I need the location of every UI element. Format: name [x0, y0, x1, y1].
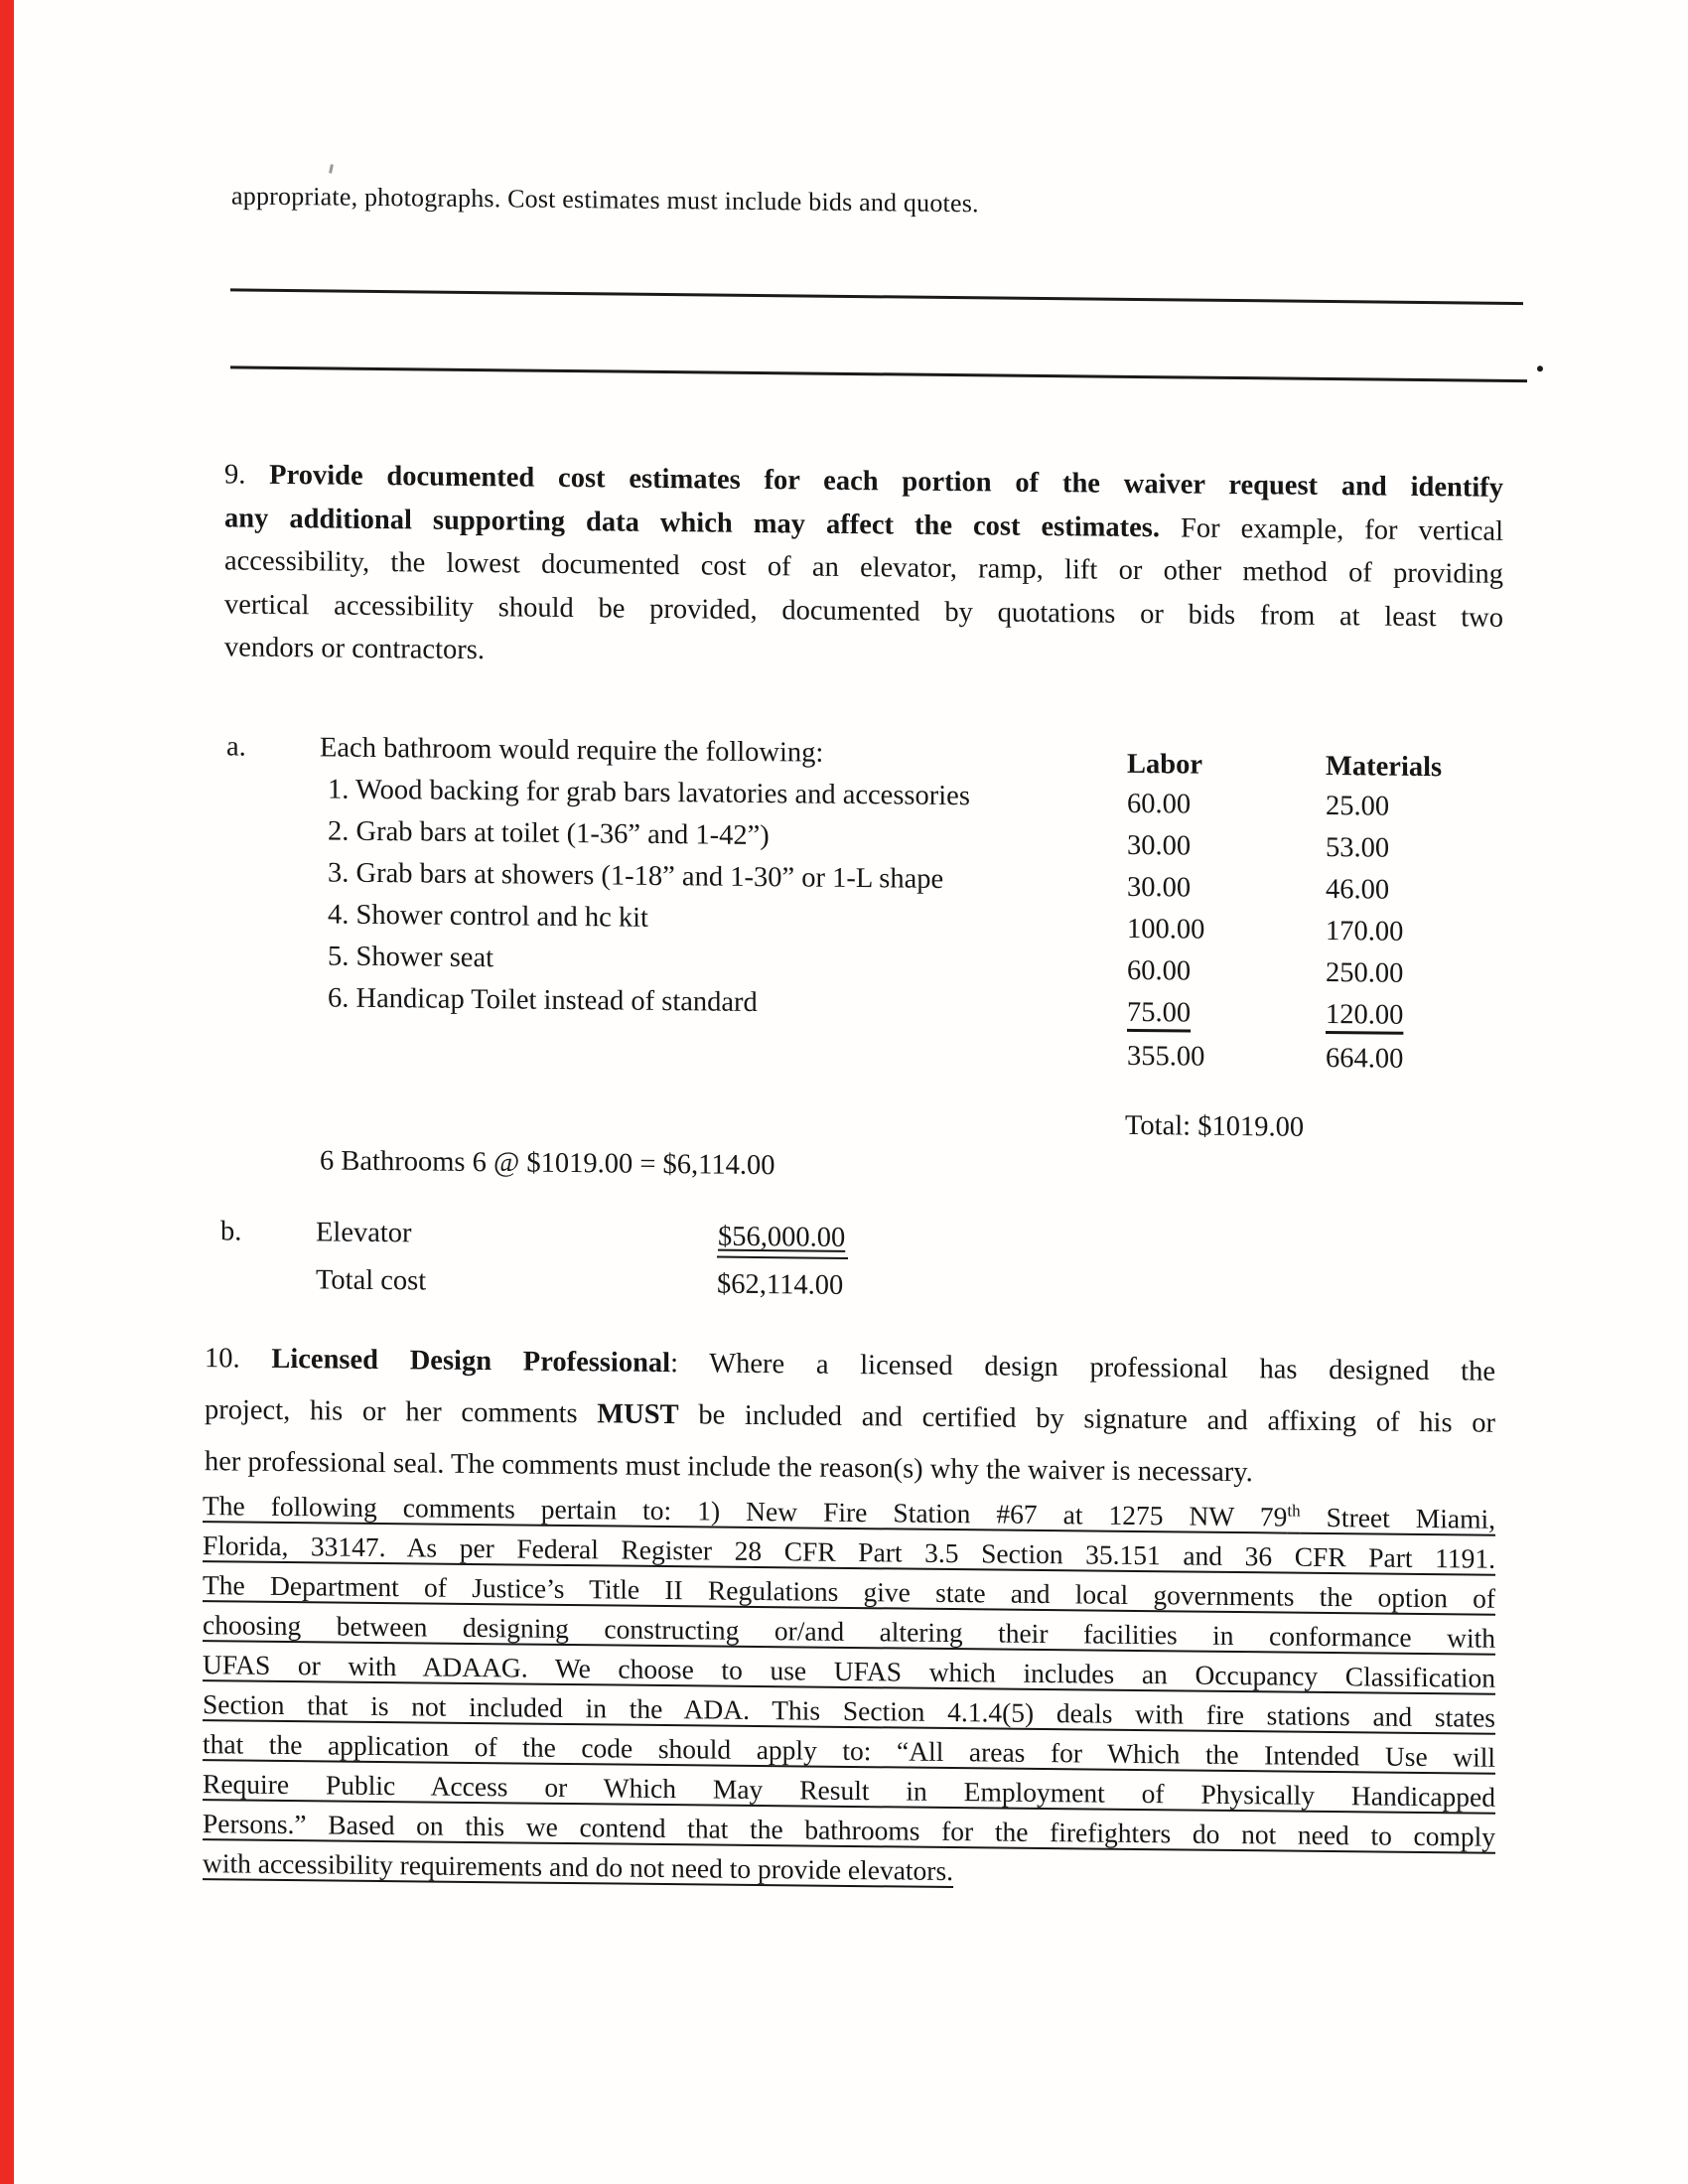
comments-line: Persons.” Based on this we contend that the bathrooms for the firefighters do not need to comply [203, 1808, 1495, 1852]
cost-item-label: 5. Shower seat [328, 941, 494, 974]
cost-item-label: 3. Grab bars at showers (1-18” and 1-30” or 1-L shape [328, 857, 944, 895]
comments-line: that the application of the code should apply to: “All areas for Which the Intended Use will [203, 1728, 1495, 1773]
labor-sum: 355.00 [1127, 1040, 1205, 1073]
materials-value-underlined: 120.00 [1326, 998, 1404, 1031]
cost-item-label: 1. Wood backing for grab bars lavatories and accessories [328, 774, 970, 812]
materials-value: 46.00 [1326, 873, 1390, 906]
section-10-text: project, his or her comments [205, 1394, 598, 1430]
section-9-bold-text: any additional supporting data which may affect the cost estimates. [224, 502, 1161, 543]
materials-value: 53.00 [1326, 831, 1390, 864]
scan-speck [329, 164, 334, 173]
labor-column-header: Labor [1127, 748, 1203, 781]
section-10-paragraph [205, 1333, 1495, 1502]
ordinal-superscript: th [1287, 1501, 1301, 1521]
labor-value: 100.00 [1127, 913, 1205, 946]
elevator-label: Elevator [316, 1217, 412, 1249]
comments-text: Street Miami, [1300, 1501, 1495, 1534]
labor-value: 30.00 [1127, 829, 1192, 862]
materials-sum: 664.00 [1326, 1042, 1404, 1075]
cost-table-intro: Each bathroom would require the following: [320, 732, 824, 769]
section-10-text: be included and certified by signature and affixing of his or [678, 1399, 1495, 1439]
item-letter-a: a. [226, 731, 246, 763]
cost-item-label: 4. Shower control and hc kit [328, 899, 648, 934]
comments-line: UFAS or with ADAAG. We choose to use UFAS which includes an Occupancy Classification [203, 1649, 1495, 1693]
comments-text: The following comments pertain to: 1) New Fire Station #67 at 1275 NW 79 [203, 1490, 1288, 1532]
materials-value: 170.00 [1326, 915, 1404, 947]
materials-column-header: Materials [1326, 750, 1443, 784]
total-cost-label: Total cost [316, 1264, 427, 1297]
comments-line: with accessibility requirements and do not need to provide elevators. [203, 1847, 954, 1887]
labor-value-underlined: 75.00 [1127, 996, 1192, 1029]
cost-item-label: 2. Grab bars at toilet (1-36” and 1-42”) [328, 815, 770, 852]
labor-value: 30.00 [1127, 871, 1192, 904]
section-9-text: For example, for vertical [1160, 511, 1504, 547]
section-9-line: accessibility, the lowest documented cost of an elevator, ramp, lift or other method of providing [224, 545, 1503, 590]
section-10-bold-must: MUST [597, 1398, 679, 1431]
comments-line: Section that is not included in the ADA. This Section 4.1.4(5) deals with fire stations and states [203, 1688, 1495, 1733]
cost-item-label: 6. Handicap Toilet instead of standard [328, 982, 758, 1018]
comments-line: Require Public Access or Which May Result in Employment of Physically Handicapped [203, 1768, 1495, 1813]
labor-value: 60.00 [1127, 954, 1192, 987]
comments-line: Florida, 33147. As per Federal Register 28 CFR Part 3.5 Section 35.151 and 36 CFR Part 1191. [203, 1529, 1495, 1574]
blank-answer-line-1 [230, 288, 1523, 305]
total-line [1125, 1110, 1304, 1144]
labor-value: 60.00 [1127, 788, 1192, 820]
section-9-paragraph [224, 453, 1503, 682]
item-letter-b: b. [220, 1216, 242, 1247]
elevator-cost [717, 1222, 848, 1254]
rule-end-period [1537, 365, 1543, 371]
section-10-line: her professional seal. The comments must include the reason(s) why the waiver is necessary. [205, 1446, 1253, 1489]
section-9-bold-text: Provide documented cost estimates for each portion of the waiver request and identify [269, 459, 1503, 504]
section-10-number: 10. [205, 1343, 272, 1375]
bathrooms-total-line: 6 Bathrooms 6 @ $1019.00 = $6,114.00 [320, 1145, 775, 1182]
section-10-text: : Where a licensed design professional has designed the [670, 1348, 1496, 1387]
blank-answer-line-2 [230, 365, 1527, 382]
section-9-line: vertical accessibility should be provided, documented by quotations or bids from at least two [224, 588, 1503, 634]
design-professional-comments [203, 1486, 1495, 1897]
total-cost-value: $62,114.00 [717, 1268, 844, 1301]
materials-value: 250.00 [1326, 956, 1404, 989]
materials-value: 25.00 [1326, 790, 1390, 822]
elevator-cost-value: $56,000.00 [717, 1222, 848, 1259]
total-label: Total: [1125, 1109, 1198, 1142]
intro-line: appropriate, photographs. Cost estimates must include bids and quotes. [231, 181, 979, 218]
comments-line: The Department of Justice’s Title II Regulations give state and local governments the option of [203, 1569, 1495, 1614]
comments-line: choosing between designing constructing or/and altering their facilities in conformance with [203, 1609, 1495, 1654]
section-9-line: vendors or contractors. [224, 632, 485, 666]
total-value: $1019.00 [1197, 1110, 1305, 1143]
section-10-bold-title: Licensed Design Professional [271, 1343, 671, 1380]
section-9-number: 9. [224, 459, 270, 491]
